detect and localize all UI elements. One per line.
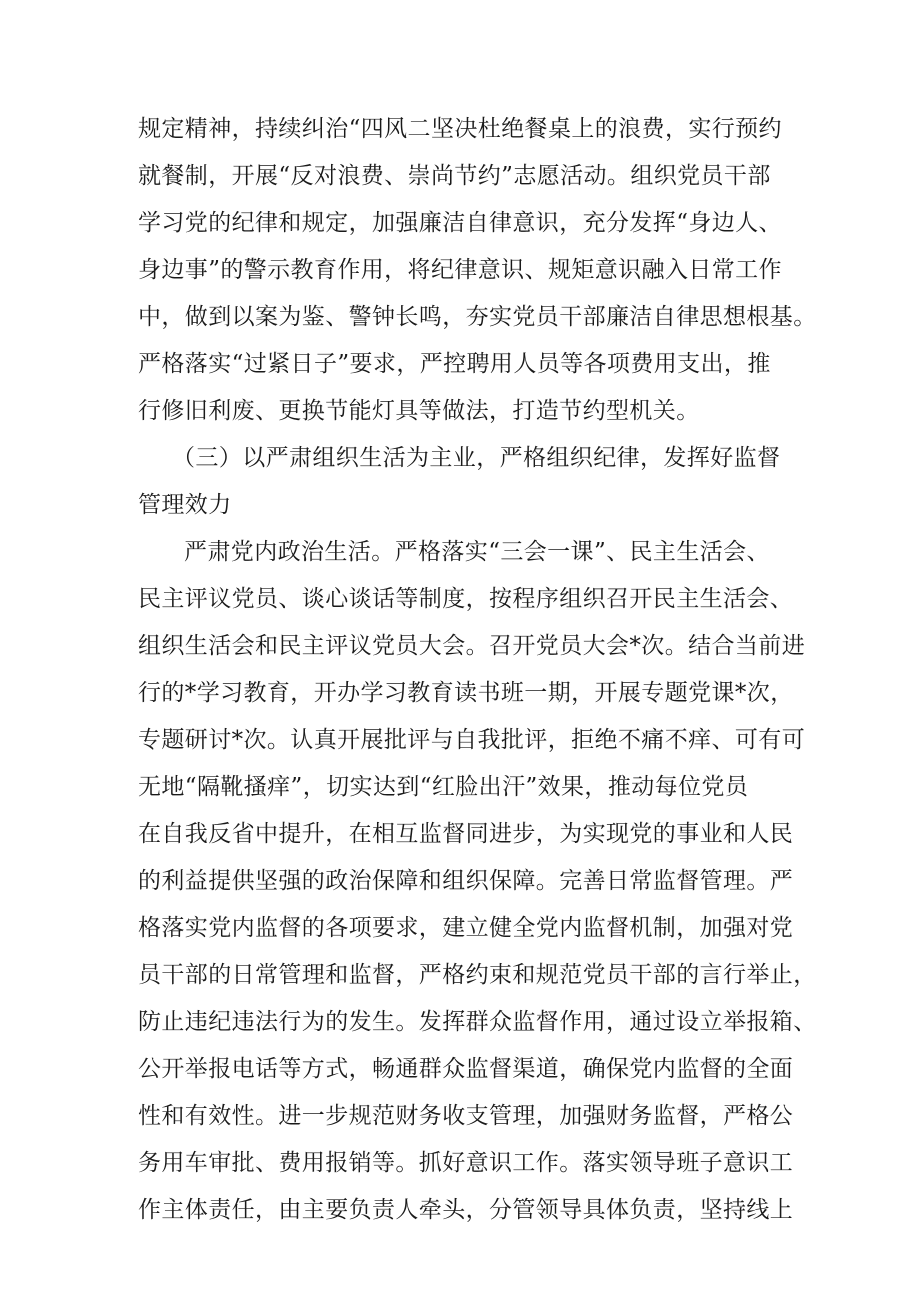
text-line-20: 防止违纪违法行为的发生。发挥群众监督作用，通过设立举报箱、 (138, 1009, 817, 1035)
section-heading-line-1: （三）以严肃组织生活为主业，严格组织纪律，发挥好监督 (172, 445, 781, 471)
text-line-19: 员干部的日常管理和监督，严格约束和规范党员干部的言行举止， (138, 962, 817, 988)
text-line-24: 作主体责任，由主要负责人牵头，分管领导具体负责，坚持线上 (138, 1197, 794, 1223)
text-line-6: 严格落实“过紧日子”要求，严控聘用人员等各项费用支出，推 (138, 351, 771, 377)
text-line-11: 民主评议党员、谈心谈话等制度，按程序组织召开民主生活会、 (138, 586, 794, 612)
text-line-18: 格落实党内监督的各项要求，建立健全党内监督机制，加强对党 (138, 915, 794, 941)
section-heading-line-2: 管理效力 (138, 492, 232, 518)
text-line-21: 公开举报电话等方式，畅通群众监督渠道，确保党内监督的全面 (138, 1056, 794, 1082)
text-line-14: 专题研讨*次。认真开展批评与自我批评，拒绝不痛不痒、可有可 (138, 727, 806, 753)
text-line-15: 无地“隔靴搔痒”，切实达到“红脸出汗”效果，推动每位党员 (138, 774, 749, 800)
text-line-4: 身边事”的警示教育作用，将纪律意识、规矩意识融入日常工作 (138, 257, 782, 283)
text-line-5: 中，做到以案为鉴、警钟长鸣，夯实党员干部廉洁自律思想根基。 (138, 304, 817, 330)
text-line-17: 的利益提供坚强的政治保障和组织保障。完善日常监督管理。严 (138, 868, 794, 894)
text-line-22: 性和有效性。进一步规范财务收支管理，加强财务监督，严格公 (138, 1103, 794, 1129)
text-line-23: 务用车审批、费用报销等。抓好意识工作。落实领导班子意识工 (138, 1150, 794, 1176)
text-line-7: 行修旧利废、更换节能灯具等做法，打造节约型机关。 (138, 398, 700, 424)
text-line-13: 行的*学习教育，开办学习教育读书班一期，开展专题党课*次， (138, 680, 794, 706)
text-line-3: 学习党的纪律和规定，加强廉洁自律意识，充分发挥“身边人、 (138, 210, 782, 236)
text-line-2: 就餐制，开展“反对浪费、崇尚节约”志愿活动。组织党员干部 (138, 163, 771, 189)
text-line-12: 组织生活会和民主评议党员大会。召开党员大会*次。结合当前进 (138, 633, 806, 659)
text-line-1: 规定精神，持续纠治“四风二坚决杜绝餐桌上的浪费，实行预约 (138, 116, 782, 142)
text-line-10: 严肃党内政治生活。严格落实“三会一课”、民主生活会、 (184, 539, 770, 565)
text-line-16: 在自我反省中提升，在相互监督同进步，为实现党的事业和人民 (138, 821, 794, 847)
